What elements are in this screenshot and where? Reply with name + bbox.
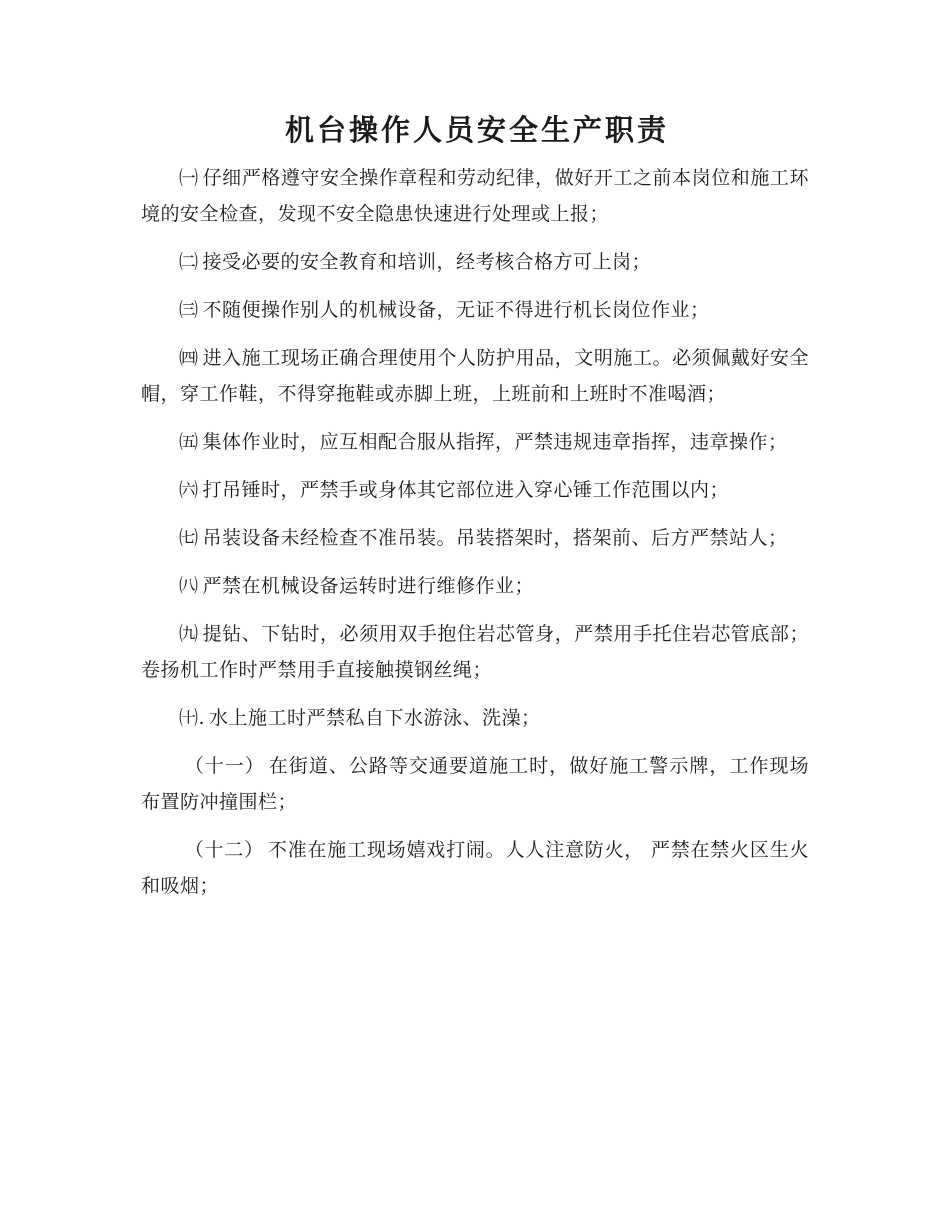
item-number: ㈤ bbox=[179, 431, 199, 453]
page-title: 机台操作人员安全生产职责 bbox=[284, 113, 669, 147]
item-number: ㈢ bbox=[179, 299, 199, 321]
item-number: ㈡ bbox=[179, 251, 199, 273]
item-number: ㈥ bbox=[179, 479, 199, 501]
list-item bbox=[141, 520, 809, 556]
list-item bbox=[141, 748, 809, 820]
item-number: （十二） bbox=[184, 839, 264, 861]
item-text: 不准在施工现场嬉戏打闹。人人注意防火， 严禁在禁火区生火和吸烟； bbox=[141, 839, 809, 897]
list-item bbox=[141, 472, 809, 508]
document-page bbox=[141, 110, 809, 916]
item-text: 提钻、下钻时，必须用双手抱住岩芯管身，严禁用手托住岩芯管底部；卷扬机工作时严禁用手直接触摸钢丝绳； bbox=[141, 623, 809, 681]
item-text: 吊装设备未经检查不准吊装。吊装搭架时，搭架前、后方严禁站人； bbox=[202, 527, 788, 549]
item-text: 仔细严格遵守安全操作章程和劳动纪律，做好开工之前本岗位和施工环境的安全检查，发现不安全隐患快速进行处理或上报； bbox=[141, 167, 809, 225]
item-text: 集体作业时，应互相配合服从指挥，严禁违规违章指挥，违章操作； bbox=[202, 431, 788, 453]
list-item bbox=[141, 424, 809, 460]
item-number: ㈨ bbox=[179, 623, 199, 645]
list-item bbox=[141, 340, 809, 412]
item-text: 严禁在机械设备运转时进行维修作业； bbox=[202, 575, 535, 597]
list-item bbox=[141, 568, 809, 604]
item-text: 不随便操作别人的机械设备，无证不得进行机长岗位作业； bbox=[202, 299, 710, 321]
list-item bbox=[141, 616, 809, 688]
item-text: 打吊锤时，严禁手或身体其它部位进入穿心锤工作范围以内； bbox=[202, 479, 730, 501]
item-number: ㈩. bbox=[179, 707, 206, 729]
item-number: ㈣ bbox=[179, 347, 199, 369]
item-number: ㈦ bbox=[179, 527, 199, 549]
item-text: 水上施工时严禁私自下水游泳、洗澡； bbox=[209, 707, 541, 729]
item-number: （十一） bbox=[184, 755, 265, 777]
list-item bbox=[141, 832, 809, 904]
item-number: ㈠ bbox=[179, 167, 199, 189]
list-item bbox=[141, 292, 809, 328]
list-item bbox=[141, 244, 809, 280]
item-text: 进入施工现场正确合理使用个人防护用品，文明施工。必须佩戴好安全帽，穿工作鞋，不得穿拖鞋或赤脚上班，上班前和上班时不准喝酒； bbox=[141, 347, 809, 405]
item-text: 接受必要的安全教育和培训，经考核合格方可上岗； bbox=[202, 251, 652, 273]
list-item bbox=[141, 700, 809, 736]
list-item bbox=[141, 160, 809, 232]
item-text: 在街道、公路等交通要道施工时，做好施工警示牌，工作现场布置防冲撞围栏； bbox=[141, 755, 809, 813]
item-number: ㈧ bbox=[179, 575, 199, 597]
